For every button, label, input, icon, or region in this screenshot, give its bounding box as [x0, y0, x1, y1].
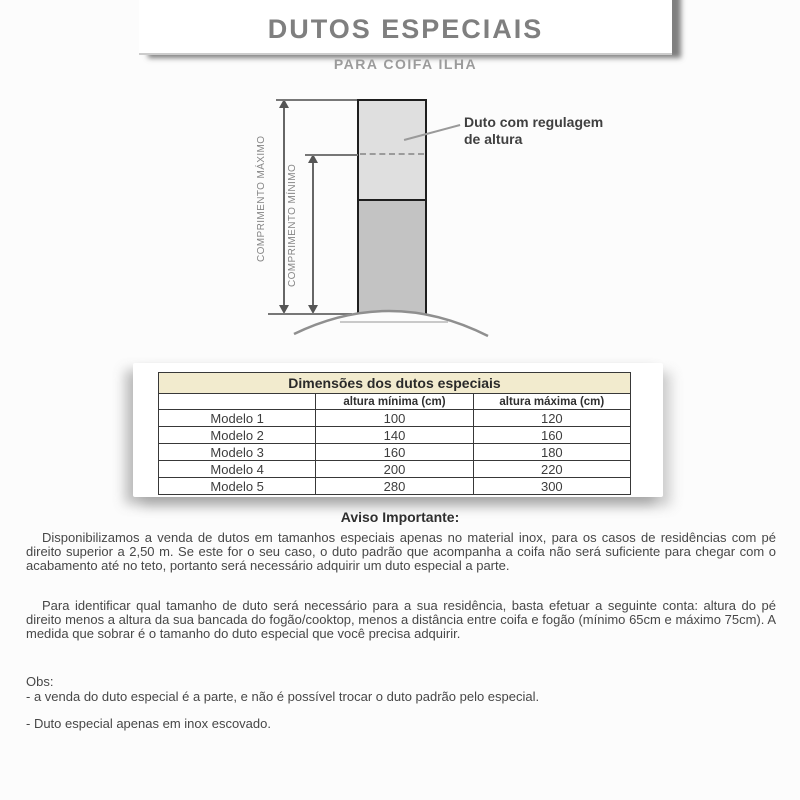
notice-paragraph-2: Para identificar qual tamanho de duto será necessário para a sua residência, basta efetuar a seguinte conta: altura do pé direito menos a altura da sua bancada do fogão/cooktop, menos a distância entre coifa e fogão (mínimo 65cm e máximo 75cm). A medida que sobrar é o tamanho do duto especial que você precisa adquirir.: [26, 598, 776, 641]
dimension-line-min: [312, 157, 314, 312]
dimension-tick-top-max: [276, 99, 357, 101]
duct-callout-label: [464, 114, 603, 148]
table-row: [159, 410, 631, 427]
obs-label: Obs:: [26, 674, 54, 689]
obs-item: - a venda do duto especial é a parte, e não é possível trocar o duto padrão pelo especial.: [26, 689, 540, 704]
duct-upper-section: [357, 99, 427, 201]
page-subtitle: PARA COIFA ILHA: [333, 56, 478, 72]
dimension-line-max: [283, 102, 285, 312]
cell-model: Modelo 5: [159, 478, 316, 495]
dimensions-table: [158, 372, 631, 495]
cell-max: 120: [473, 410, 630, 427]
cell-model: Modelo 2: [159, 427, 316, 444]
table-row: [159, 427, 631, 444]
cell-min: 160: [316, 444, 473, 461]
table-header-row: [159, 394, 631, 410]
cell-model: Modelo 4: [159, 461, 316, 478]
table-title: Dimensões dos dutos especiais: [159, 373, 631, 394]
dimension-tick-top-min: [305, 154, 358, 156]
cell-min: 140: [316, 427, 473, 444]
label-comprimento-maximo: COMPRIMENTO MÁXIMO: [256, 135, 267, 262]
table-row: [159, 444, 631, 461]
table-title-row: [159, 373, 631, 394]
page-title: DUTOS ESPECIAIS: [267, 14, 544, 44]
col-header-model: [159, 394, 316, 410]
cell-model: Modelo 1: [159, 410, 316, 427]
col-header-altura-maxima: altura máxima (cm): [473, 394, 630, 410]
duct-callout-line2: de altura: [464, 131, 523, 147]
duct-callout-line1: Duto com regulagem: [464, 114, 604, 130]
cell-max: 220: [473, 461, 630, 478]
label-comprimento-minimo: COMPRIMENTO MÍNIMO: [287, 163, 298, 287]
cell-max: 300: [473, 478, 630, 495]
cell-model: Modelo 3: [159, 444, 316, 461]
table-row: [159, 461, 631, 478]
cell-max: 160: [473, 427, 630, 444]
notice-heading: Aviso Importante:: [340, 509, 460, 525]
hood-canopy-drawing: [262, 292, 518, 354]
cell-max: 180: [473, 444, 630, 461]
cell-min: 100: [316, 410, 473, 427]
dimensions-table-card: [133, 363, 663, 497]
table-row: [159, 478, 631, 495]
duct-adjustment-dashed-line: [360, 153, 424, 155]
title-banner: [139, 0, 672, 55]
notice-paragraph-1: Disponibilizamos a venda de dutos em tamanhos especiais apenas no material inox, para os casos de residências com pé direito superior a 2,50 m. Se este for o seu caso, o duto padrão que acompanha a coifa não será suficiente para chegar com o acabamento até no teto, portanto será necessário adquirir um duto especial a parte.: [26, 530, 776, 573]
cell-min: 280: [316, 478, 473, 495]
obs-item: - Duto especial apenas em inox escovado.: [26, 716, 271, 731]
cell-min: 200: [316, 461, 473, 478]
col-header-altura-minima: altura mínima (cm): [316, 394, 473, 410]
